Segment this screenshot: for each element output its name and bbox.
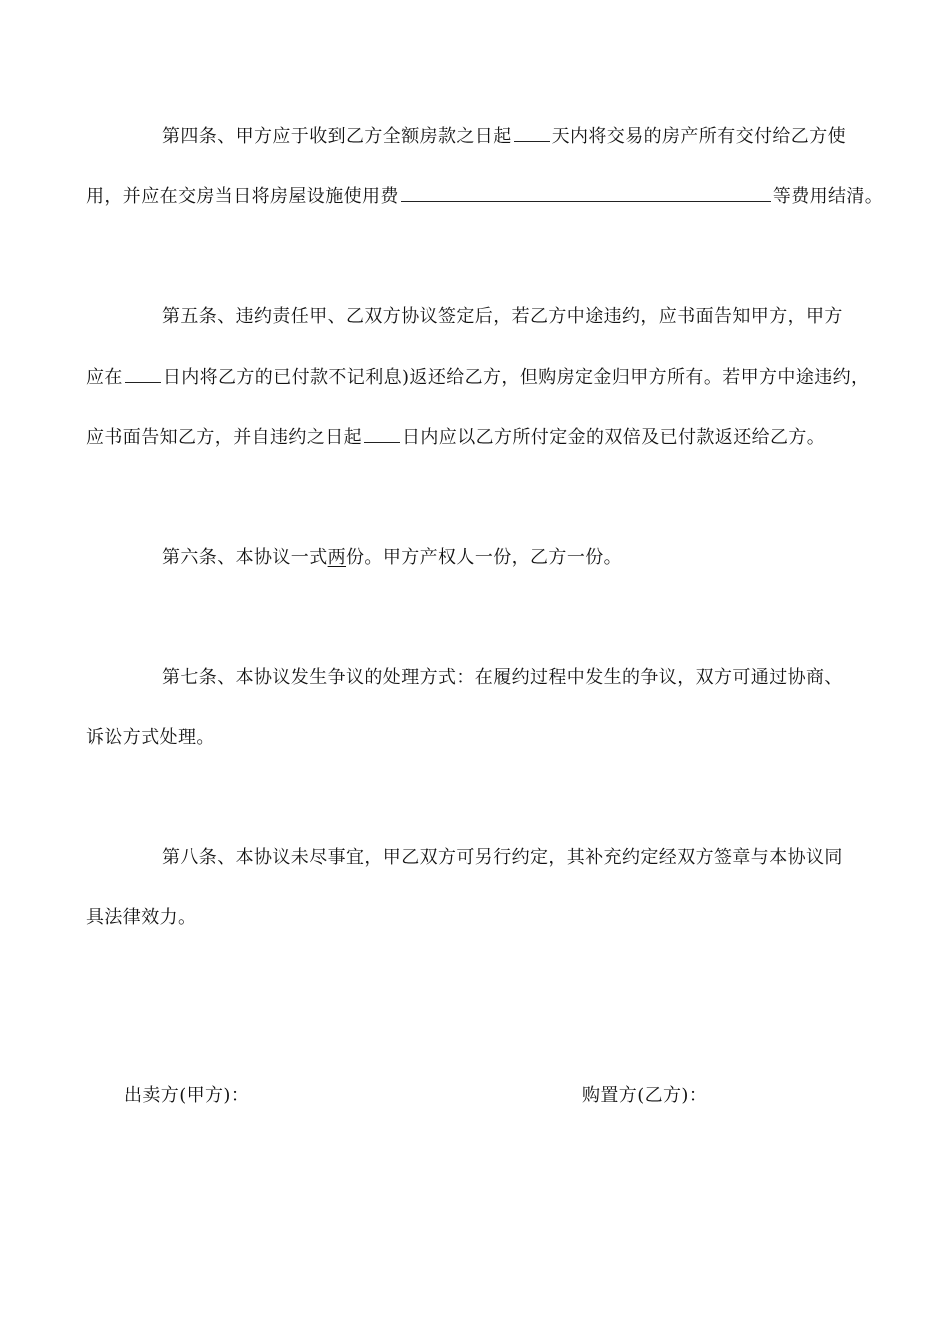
copies-count: 两 — [327, 547, 347, 568]
seller-signature-label — [124, 1084, 249, 1108]
article7-line1 — [162, 666, 843, 690]
seller-label: 出卖方(甲方)： — [124, 1085, 250, 1106]
article8-line1 — [162, 846, 843, 870]
article7-text: 第七条、本协议发生争议的处理方式：在履约过程中发生的争议，双方可通过协商、 — [162, 667, 843, 688]
article5-text: 日内应以乙方所付定金的双倍及已付款返还给乙方。 — [402, 427, 826, 448]
article6-text: 第六条、本协议一式 — [162, 547, 328, 568]
article4-text: 天内将交易的房产所有交付给乙方使 — [551, 126, 847, 147]
fill-blank-penalty-days[interactable] — [364, 426, 400, 443]
article5-line1 — [162, 305, 843, 329]
article4-line1 — [162, 125, 846, 149]
article8-text: 具法律效力。 — [86, 907, 197, 928]
article6-line1 — [162, 546, 622, 570]
article4-text: 第四条、甲方应于收到乙方全额房款之日起 — [162, 126, 512, 147]
fill-blank-refund-days[interactable] — [125, 366, 161, 383]
article4-line2 — [86, 185, 883, 209]
article5-text: 第五条、违约责任甲、乙双方协议签定后，若乙方中途违约，应书面告知甲方，甲方 — [162, 306, 843, 327]
article5-text: 日内将乙方的已付款不记利息)返还给乙方，但购房定金归甲方所有。若甲方中途违约， — [162, 367, 870, 388]
article4-text: 等费用结清。 — [772, 186, 884, 207]
fill-blank-fees[interactable] — [401, 185, 771, 202]
article5-line3 — [86, 426, 825, 450]
fill-blank-days[interactable] — [514, 125, 550, 142]
buyer-signature-label — [582, 1084, 707, 1108]
article4-text: 用，并应在交房当日将房屋设施使用费 — [86, 186, 399, 207]
article7-text: 诉讼方式处理。 — [86, 727, 215, 748]
article6-text: 份。甲方产权人一份，乙方一份。 — [346, 547, 623, 568]
article8-text: 第八条、本协议未尽事宜，甲乙双方可另行约定，其补充约定经双方签章与本协议同 — [162, 847, 843, 868]
article8-line2 — [86, 906, 196, 930]
buyer-label: 购置方(乙方)： — [582, 1085, 708, 1106]
article5-text: 应在 — [86, 367, 123, 388]
article5-text: 应书面告知乙方，并自违约之日起 — [86, 427, 362, 448]
article5-line2 — [86, 366, 869, 390]
article7-line2 — [86, 726, 215, 750]
